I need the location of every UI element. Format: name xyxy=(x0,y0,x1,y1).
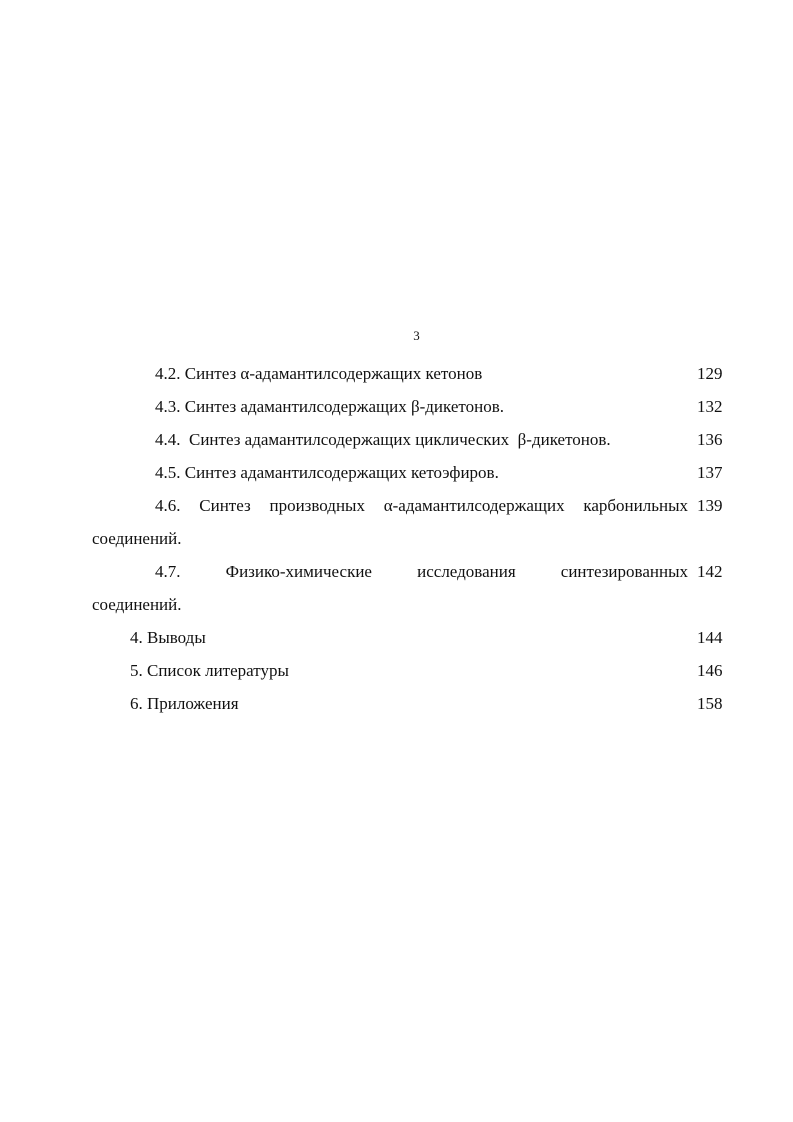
toc-entry-title: 6. Приложения xyxy=(130,694,239,713)
toc-entry-title: 4.5. Синтез адамантилсодержащих кетоэфиров. xyxy=(155,463,499,482)
toc-entry-title: 4.3. Синтез адамантилсодержащих β-дикетонов. xyxy=(155,397,504,416)
toc-entry-references xyxy=(0,654,793,687)
page-number: 3 xyxy=(413,328,420,343)
toc-entry-page: 142 xyxy=(697,562,723,581)
toc-entry-title: 5. Список литературы xyxy=(130,661,289,680)
toc-entry-page: 132 xyxy=(697,397,723,416)
toc-entry-title: 4.2. Синтез α-адамантилсодержащих кетонов xyxy=(155,364,483,383)
toc-entry-page: 144 xyxy=(697,628,723,647)
toc-entry-4-5 xyxy=(0,456,793,489)
table-of-contents xyxy=(0,357,793,720)
toc-entry-conclusions xyxy=(0,621,793,654)
toc-entry-appendices xyxy=(0,687,793,720)
toc-entry-page: 137 xyxy=(697,463,723,482)
toc-entry-title-continuation: соединений. xyxy=(92,595,182,614)
toc-entry-4-6 xyxy=(0,489,793,522)
toc-entry-4-3 xyxy=(0,390,793,423)
toc-entry-page: 146 xyxy=(697,661,723,680)
toc-entry-4-7 xyxy=(0,555,793,588)
toc-entry-4-2 xyxy=(0,357,793,390)
toc-entry-page: 139 xyxy=(697,496,723,515)
toc-entry-page: 158 xyxy=(697,694,723,713)
toc-entry-title-continuation: соединений. xyxy=(92,529,182,548)
toc-entry-4-6-continuation xyxy=(0,522,793,555)
toc-entry-4-4 xyxy=(0,423,793,456)
toc-entry-title: 4. Выводы xyxy=(130,628,206,647)
toc-entry-title: 4.7. Физико-химические исследования синтезированных xyxy=(155,562,688,581)
toc-entry-title: 4.6. Синтез производных α-адамантилсодержащих карбонильных xyxy=(155,496,688,515)
toc-entry-title: 4.4. Синтез адамантилсодержащих циклических β-дикетонов. xyxy=(155,430,611,449)
toc-entry-page: 129 xyxy=(697,364,723,383)
toc-entry-4-7-continuation xyxy=(0,588,793,621)
toc-entry-page: 136 xyxy=(697,430,723,449)
